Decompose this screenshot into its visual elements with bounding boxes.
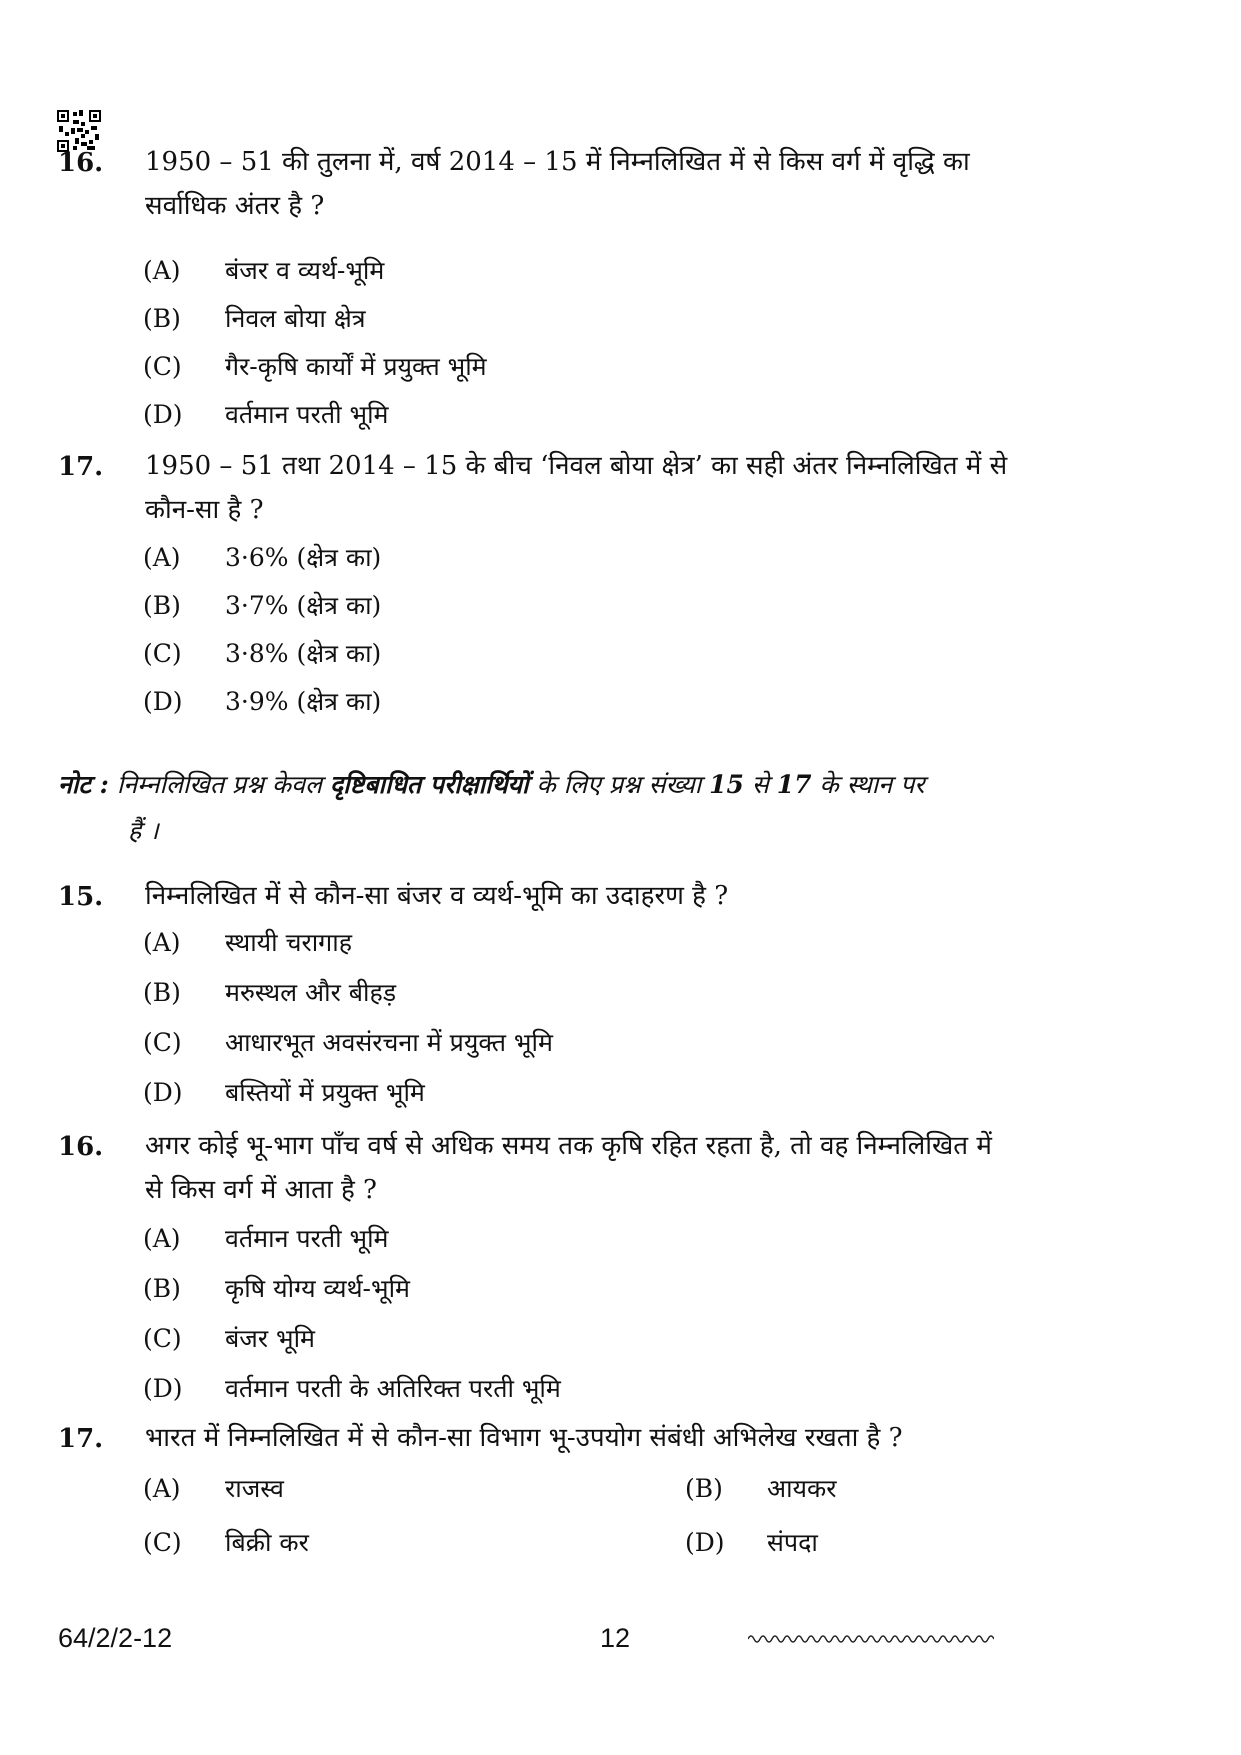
note-block [58,762,1178,854]
question-line: निम्नलिखित में से कौन-सा बंजर व व्यर्थ-भूमि का उदाहरण है ? [145,881,729,911]
option-text: गैर-कृषि कार्यों में प्रयुक्त भूमि [225,352,487,381]
option-text: मरुस्थल और बीहड़ [225,978,397,1007]
option-label: (A) [143,543,181,572]
question-number: 17. [58,1424,104,1454]
option-label: (B) [685,1474,723,1503]
option-text: राजस्व [225,1474,284,1503]
qr-code [57,110,101,152]
option-text: स्थायी चरागाह [225,928,352,957]
option-label: (A) [143,256,181,285]
option-label: (D) [143,1078,183,1107]
question-text [145,1416,1130,1460]
question-line: भारत में निम्नलिखित में से कौन-सा विभाग भू-उपयोग संबंधी अभिलेख रखता है ? [145,1423,903,1453]
question-text [145,1124,1130,1212]
option-text: वर्तमान परती भूमि [225,1224,389,1253]
option-text: वर्तमान परती के अतिरिक्त परती भूमि [225,1374,561,1403]
option-label: (C) [143,1528,182,1557]
option-text: 3·8% (क्षेत्र का) [225,639,382,668]
question-line: 1950 – 51 तथा 2014 – 15 के बीच ‘निवल बोया क्षेत्र’ का सही अंतर निम्नलिखित में से [145,451,1008,481]
option-text: बस्तियों में प्रयुक्त भूमि [225,1078,425,1107]
option-label: (D) [143,687,183,716]
question-number: 17. [58,452,104,482]
option-label: (B) [143,978,181,1007]
option-label: (A) [143,1474,181,1503]
question-text [145,140,1130,228]
question-number: 16. [58,1132,104,1162]
option-label: (B) [143,591,181,620]
question-line: कौन-सा है ? [145,495,264,525]
option-text: निवल बोया क्षेत्र [225,304,366,333]
option-text: वर्तमान परती भूमि [225,400,389,429]
wavy-line-decoration [748,1632,994,1646]
option-label: (A) [143,928,181,957]
page-number: 12 [600,1623,631,1653]
option-label: (C) [143,1028,182,1057]
option-text: 3·7% (क्षेत्र का) [225,591,382,620]
note-number: 15 [709,770,744,799]
note-line: हैं । [128,816,159,845]
note-text: निम्नलिखित प्रश्न केवल [108,770,330,799]
note-number: 17 [776,770,812,799]
option-label: (C) [143,639,182,668]
question-number: 16. [58,148,104,178]
option-text: संपदा [767,1528,818,1557]
question-line: 1950 – 51 की तुलना में, वर्ष 2014 – 15 में निम्नलिखित में से किस वर्ग में वृद्धि का [145,147,970,177]
option-label: (D) [685,1528,725,1557]
option-label: (D) [143,1374,183,1403]
option-label: (C) [143,1324,182,1353]
note-emphasis: दृष्टिबाधित परीक्षार्थियों [329,770,529,799]
option-text: बंजर व व्यर्थ-भूमि [225,256,385,285]
note-text: के स्थान पर [811,770,925,799]
option-text: आयकर [767,1474,837,1503]
question-line: अगर कोई भू-भाग पाँच वर्ष से अधिक समय तक कृषि रहित रहता है, तो वह निम्नलिखित में [145,1131,992,1161]
option-label: (B) [143,304,181,333]
note-prefix: नोट : [58,770,109,799]
note-text: से [743,770,777,799]
option-text: बिक्री कर [225,1528,309,1557]
question-line: से किस वर्ग में आता है ? [145,1175,377,1205]
option-text: 3·6% (क्षेत्र का) [225,543,382,572]
note-line [58,762,1178,808]
question-text [145,444,1130,532]
option-label: (D) [143,400,183,429]
option-text: कृषि योग्य व्यर्थ-भूमि [225,1274,410,1303]
question-line: सर्वाधिक अंतर है ? [145,191,325,221]
option-text: बंजर भूमि [225,1324,315,1353]
note-text: के लिए प्रश्न संख्या [528,770,710,799]
option-text: आधारभूत अवसंरचना में प्रयुक्त भूमि [225,1028,553,1057]
question-text [145,874,1130,918]
option-text: 3·9% (क्षेत्र का) [225,687,382,716]
option-label: (A) [143,1224,181,1253]
option-label: (C) [143,352,182,381]
paper-code: 64/2/2-12 [58,1623,173,1653]
question-number: 15. [58,882,104,912]
option-label: (B) [143,1274,181,1303]
